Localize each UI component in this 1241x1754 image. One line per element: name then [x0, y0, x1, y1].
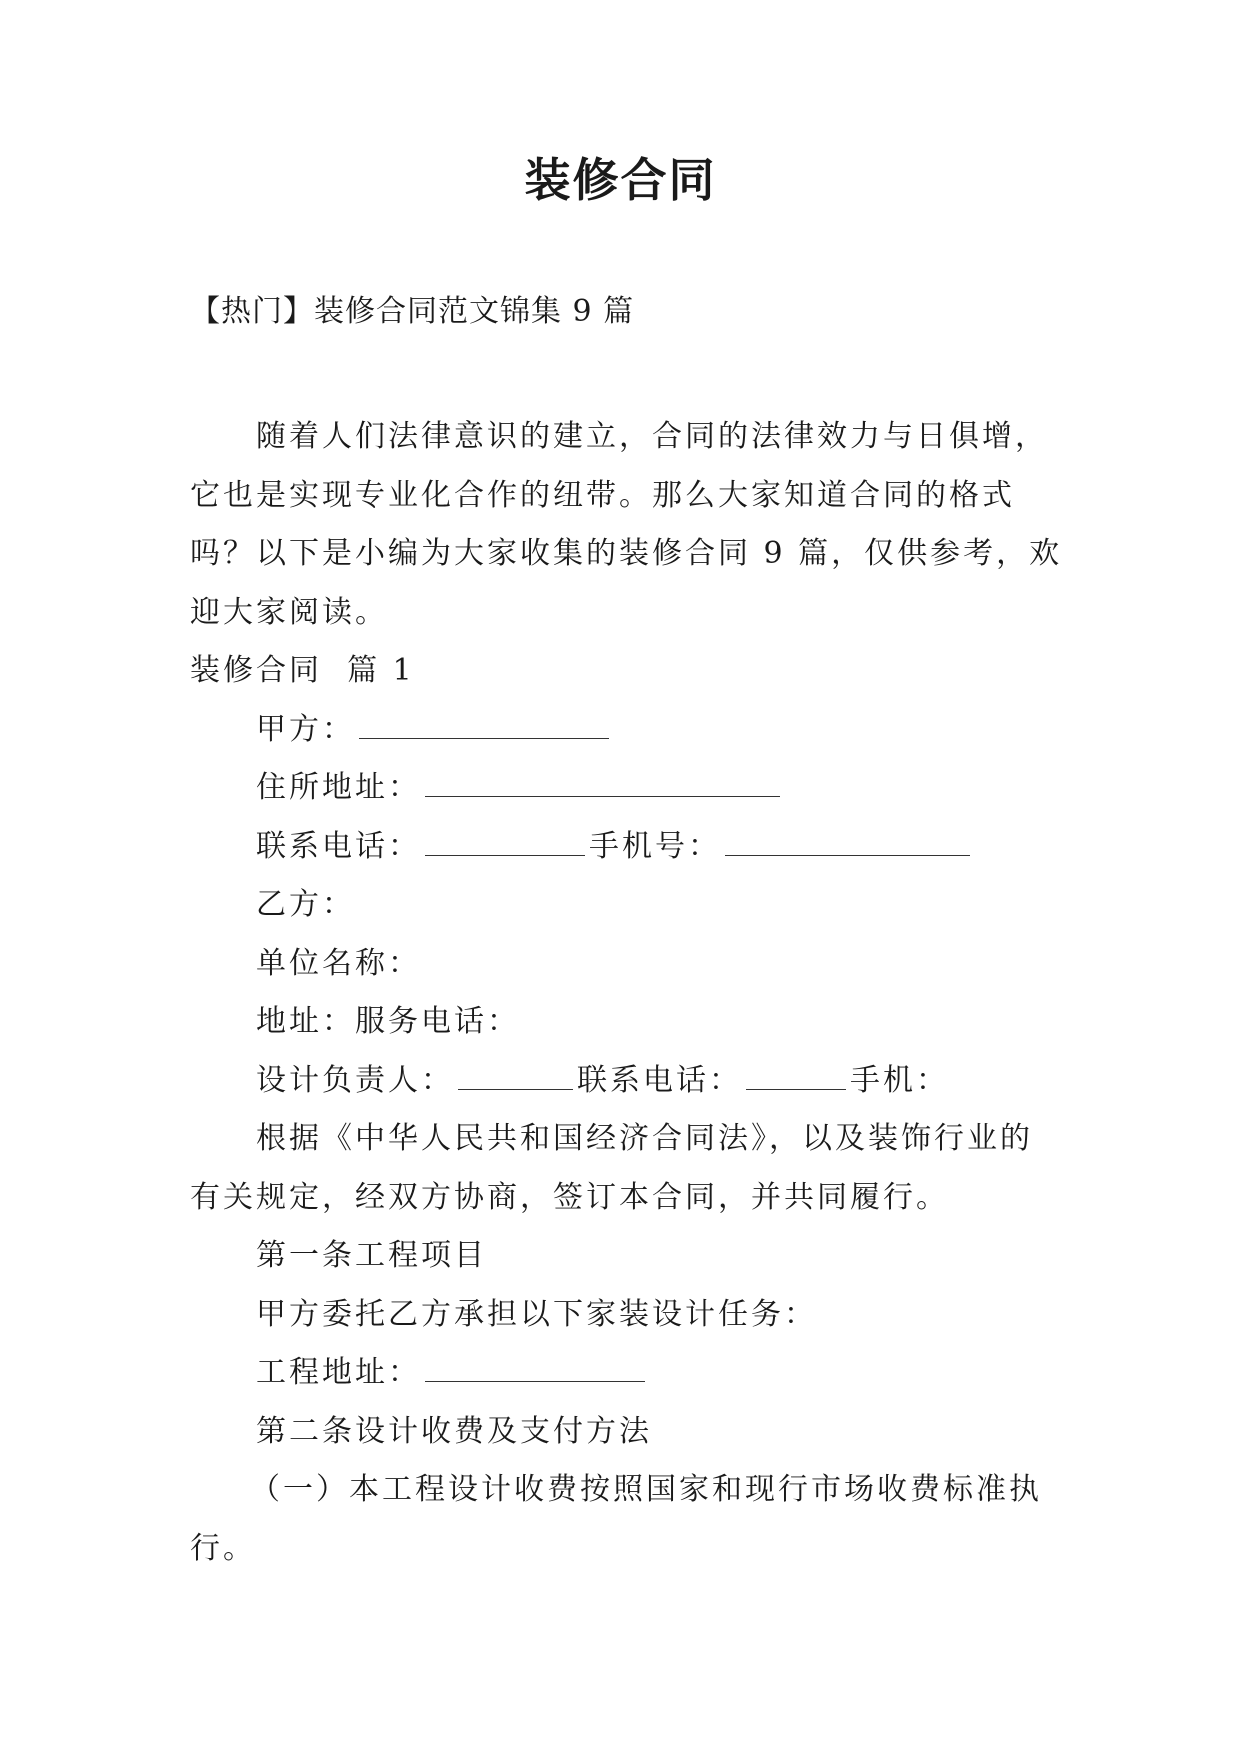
article1-text: 甲方委托乙方承担以下家装设计任务：: [256, 1296, 817, 1332]
address-label: 住所地址：: [256, 770, 421, 805]
designer-phone-blank: [746, 1061, 846, 1090]
party-a-line: [190, 701, 1050, 760]
party-a-label: 甲方：: [256, 711, 355, 747]
article2-heading: 第二条设计收费及支付方法: [256, 1413, 652, 1449]
intro-line-2: 它也是实现专业化合作的纽带。那么大家知道合同的格式: [190, 477, 1015, 513]
article2-line-2: 行。: [190, 1530, 256, 1566]
article1-heading: 第一条工程项目: [256, 1238, 487, 1273]
document-title: 装修合同: [524, 153, 717, 207]
project-address-label: 工程地址：: [256, 1355, 421, 1390]
basis-line-1: 根据《中华人民共和国经济合同法》，以及装饰行业的: [256, 1121, 1033, 1156]
project-address-line: [190, 1344, 1050, 1403]
designer-mobile-label: 手机：: [850, 1062, 949, 1098]
designer-label: 设计负责人：: [256, 1062, 454, 1098]
mobile-blank: [725, 827, 970, 856]
contact-phone-blank: [425, 827, 585, 856]
mobile-label: 手机号：: [589, 828, 721, 864]
designer-line: [190, 1052, 1050, 1111]
project-address-blank: [425, 1353, 645, 1382]
article2-line-1: （一）本工程设计收费按照国家和现行市场收费标准执: [250, 1472, 1042, 1507]
intro-line-4: 迎大家阅读。: [190, 594, 388, 630]
contact-line: [190, 818, 1050, 877]
basis-line-2: 有关规定，经双方协商，签订本合同，并共同履行。: [190, 1179, 949, 1215]
designer-phone-label: 联系电话：: [577, 1062, 742, 1098]
contact-phone-label: 联系电话：: [256, 828, 421, 864]
intro-line-3: 吗？以下是小编为大家收集的装修合同 9 篇，仅供参考，欢: [190, 536, 1063, 571]
party-b-label: 乙方：: [256, 887, 355, 922]
designer-blank: [458, 1061, 573, 1090]
document-body: [190, 408, 1063, 1578]
address-service-phone: 地址：服务电话：: [256, 1004, 520, 1039]
document-subtitle: 【热门】装修合同范文锦集 9 篇: [190, 294, 635, 329]
address-blank: [425, 768, 780, 797]
unit-name-label: 单位名称：: [256, 945, 421, 981]
party-a-blank: [359, 710, 609, 739]
intro-line-1: 随着人们法律意识的建立，合同的法律效力与日俱增，: [256, 419, 1048, 454]
address-line: [190, 759, 1050, 818]
section-heading: 装修合同 篇 1: [190, 653, 415, 688]
